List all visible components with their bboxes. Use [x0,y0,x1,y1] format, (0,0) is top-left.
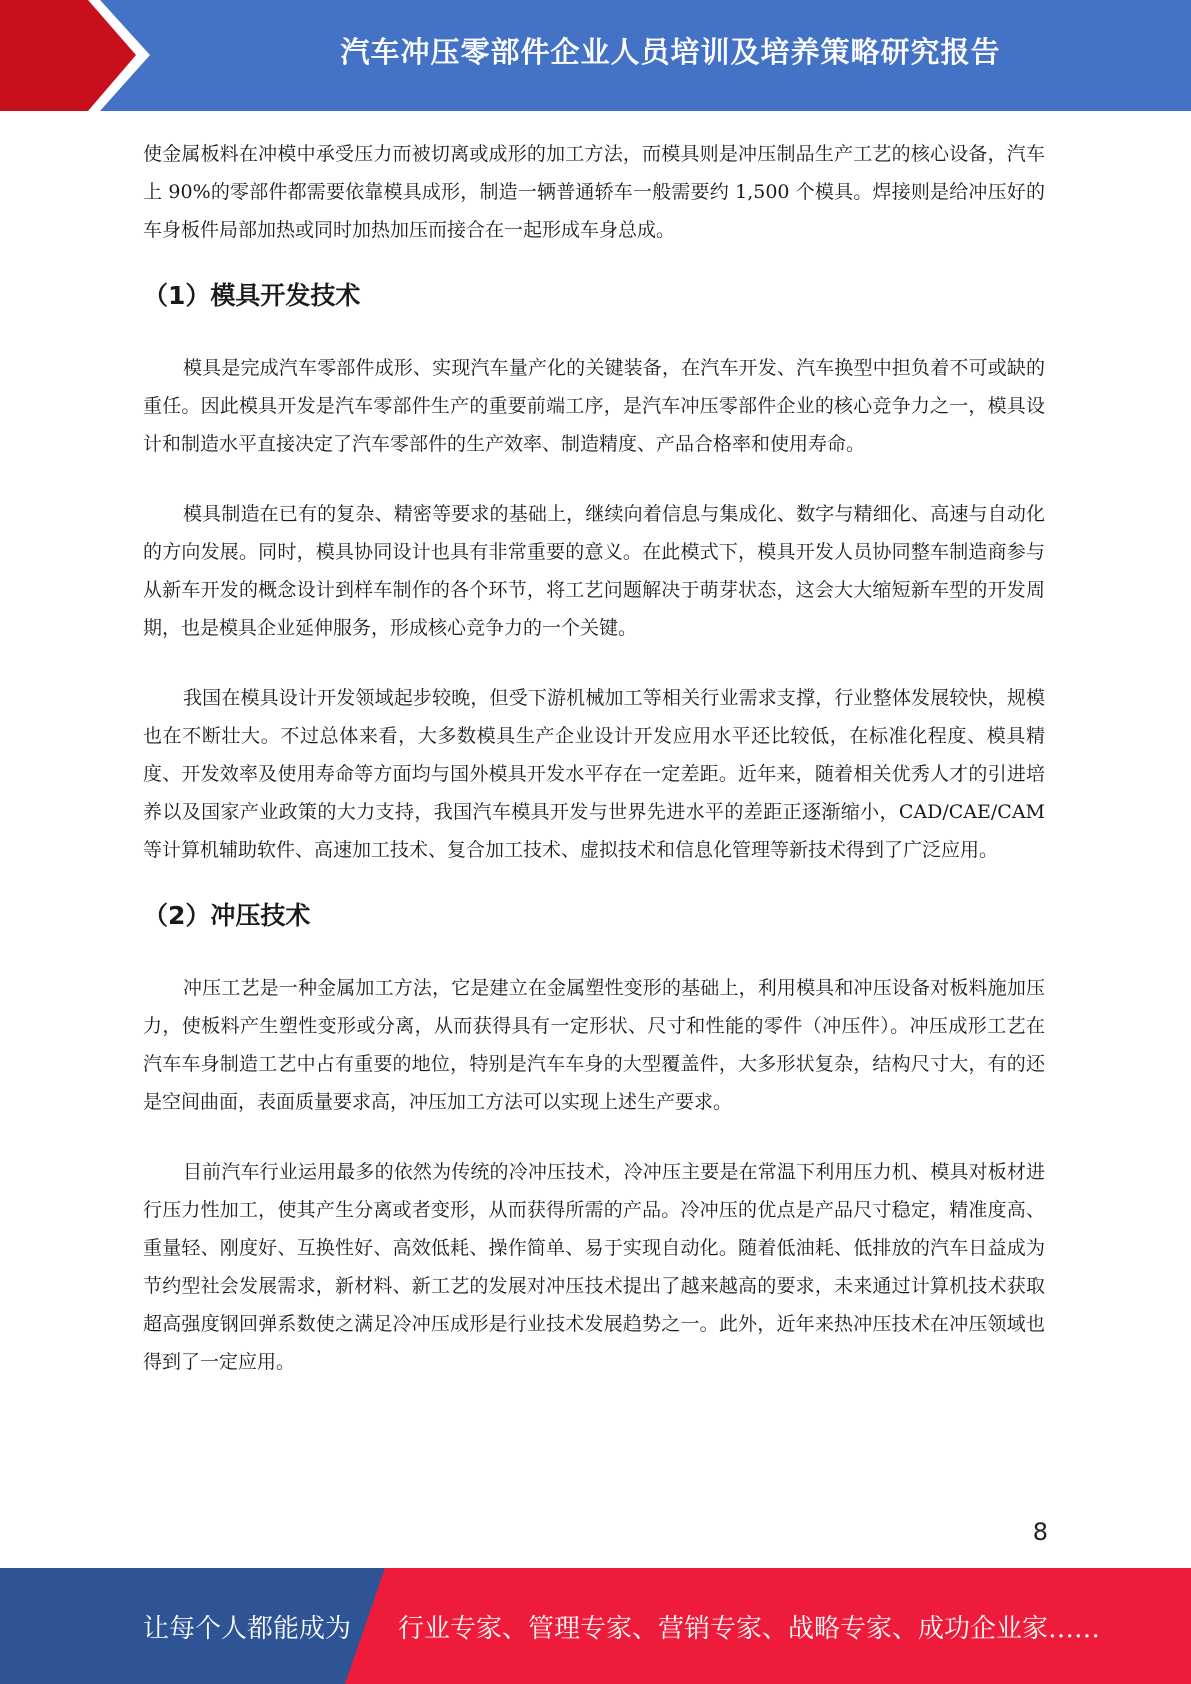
page-title: 汽车冲压零部件企业人员培训及培养策略研究报告 [340,34,1001,69]
paragraph: 模具制造在已有的复杂、精密等要求的基础上，继续向着信息与集成化、数字与精细化、高速与自动化的方向发展。同时，模具协同设计也具有非常重要的意义。在此模式下，模具开发人员协同整车制造商参与从新车开发的概念设计到样车制作的各个环节，将工艺问题解决于萌芽状态，这会大大缩短新车型的开发周期，也是模具企业延伸服务，形成核心竞争力的一个关键。 [143,503,1045,639]
section-heading-mold-development: （1）模具开发技术 [143,281,361,310]
paragraph: 冲压工艺是一种金属加工方法，它是建立在金属塑性变形的基础上，利用模具和冲压设备对板料施加压力，使板料产生塑性变形或分离，从而获得具有一定形状、尺寸和性能的零件（冲压件）。冲压成形工艺在汽车车身制造工艺中占有重要的地位，特别是汽车车身的大型覆盖件，大多形状复杂，结构尺寸大，有的还是空间曲面，表面质量要求高，冲压加工方法可以实现上述生产要求。 [143,977,1045,1113]
paragraph: 模具是完成汽车零部件成形、实现汽车量产化的关键装备，在汽车开发、汽车换型中担负着不可或缺的重任。因此模具开发是汽车零部件生产的重要前端工序，是汽车冲压零部件企业的核心竞争力之一，模具设计和制造水平直接决定了汽车零部件的生产效率、制造精度、产品合格率和使用寿命。 [143,357,1045,455]
page-number: 8 [1032,1518,1048,1546]
page-footer [0,1568,1191,1684]
header-chevron-icon [0,0,152,111]
paragraph: 我国在模具设计开发领域起步较晚，但受下游机械加工等相关行业需求支撑，行业整体发展较快，规模也在不断壮大。不过总体来看，大多数模具生产企业设计开发应用水平还比较低，在标准化程度、模具精度、开发效率及使用寿命等方面均与国外模具开发水平存在一定差距。近年来，随着相关优秀人才的引进培养以及国家产业政策的大力支持，我国汽车模具开发与世界先进水平的差距正逐渐缩小，CAD/CAE/CAM 等计算机辅助软件、高速加工技术、复合加工技术、虚拟技术和信息化管理等新技术得到了广泛应用。 [143,687,1045,861]
paragraph: 目前汽车行业运用最多的依然为传统的冷冲压技术，冷冲压主要是在常温下利用压力机、模具对板材进行压力性加工，使其产生分离或者变形，从而获得所需的产品。冷冲压的优点是产品尺寸稳定，精准度高、重量轻、刚度好、互换性好、高效低耗、操作简单、易于实现自动化。随着低油耗、低排放的汽车日益成为节约型社会发展需求，新材料、新工艺的发展对冲压技术提出了越来越高的要求，未来通过计算机技术获取超高强度钢回弹系数使之满足冷冲压成形是行业技术发展趋势之一。此外，近年来热冲压技术在冲压领域也得到了一定应用。 [143,1161,1045,1373]
footer-slogan-right: 行业专家、管理专家、营销专家、战略专家、成功企业家…… [398,1613,1101,1644]
footer-slogan-left: 让每个人都能成为 [143,1613,352,1644]
intro-paragraph: 使金属板料在冲模中承受压力而被切离或成形的加工方法，而模具则是冲压制品生产工艺的核心设备，汽车上 90%的零部件都需要依靠模具成形，制造一辆普通轿车一般需要约 1,500 个模具。焊接则是给冲压好的车身板件局部加热或同时加热加压而接合在一起形成车身总成。 [143,143,1045,241]
page-header [0,0,1191,111]
document-body [143,135,1045,1381]
section-heading-stamping-technology: （2）冲压技术 [143,901,311,930]
